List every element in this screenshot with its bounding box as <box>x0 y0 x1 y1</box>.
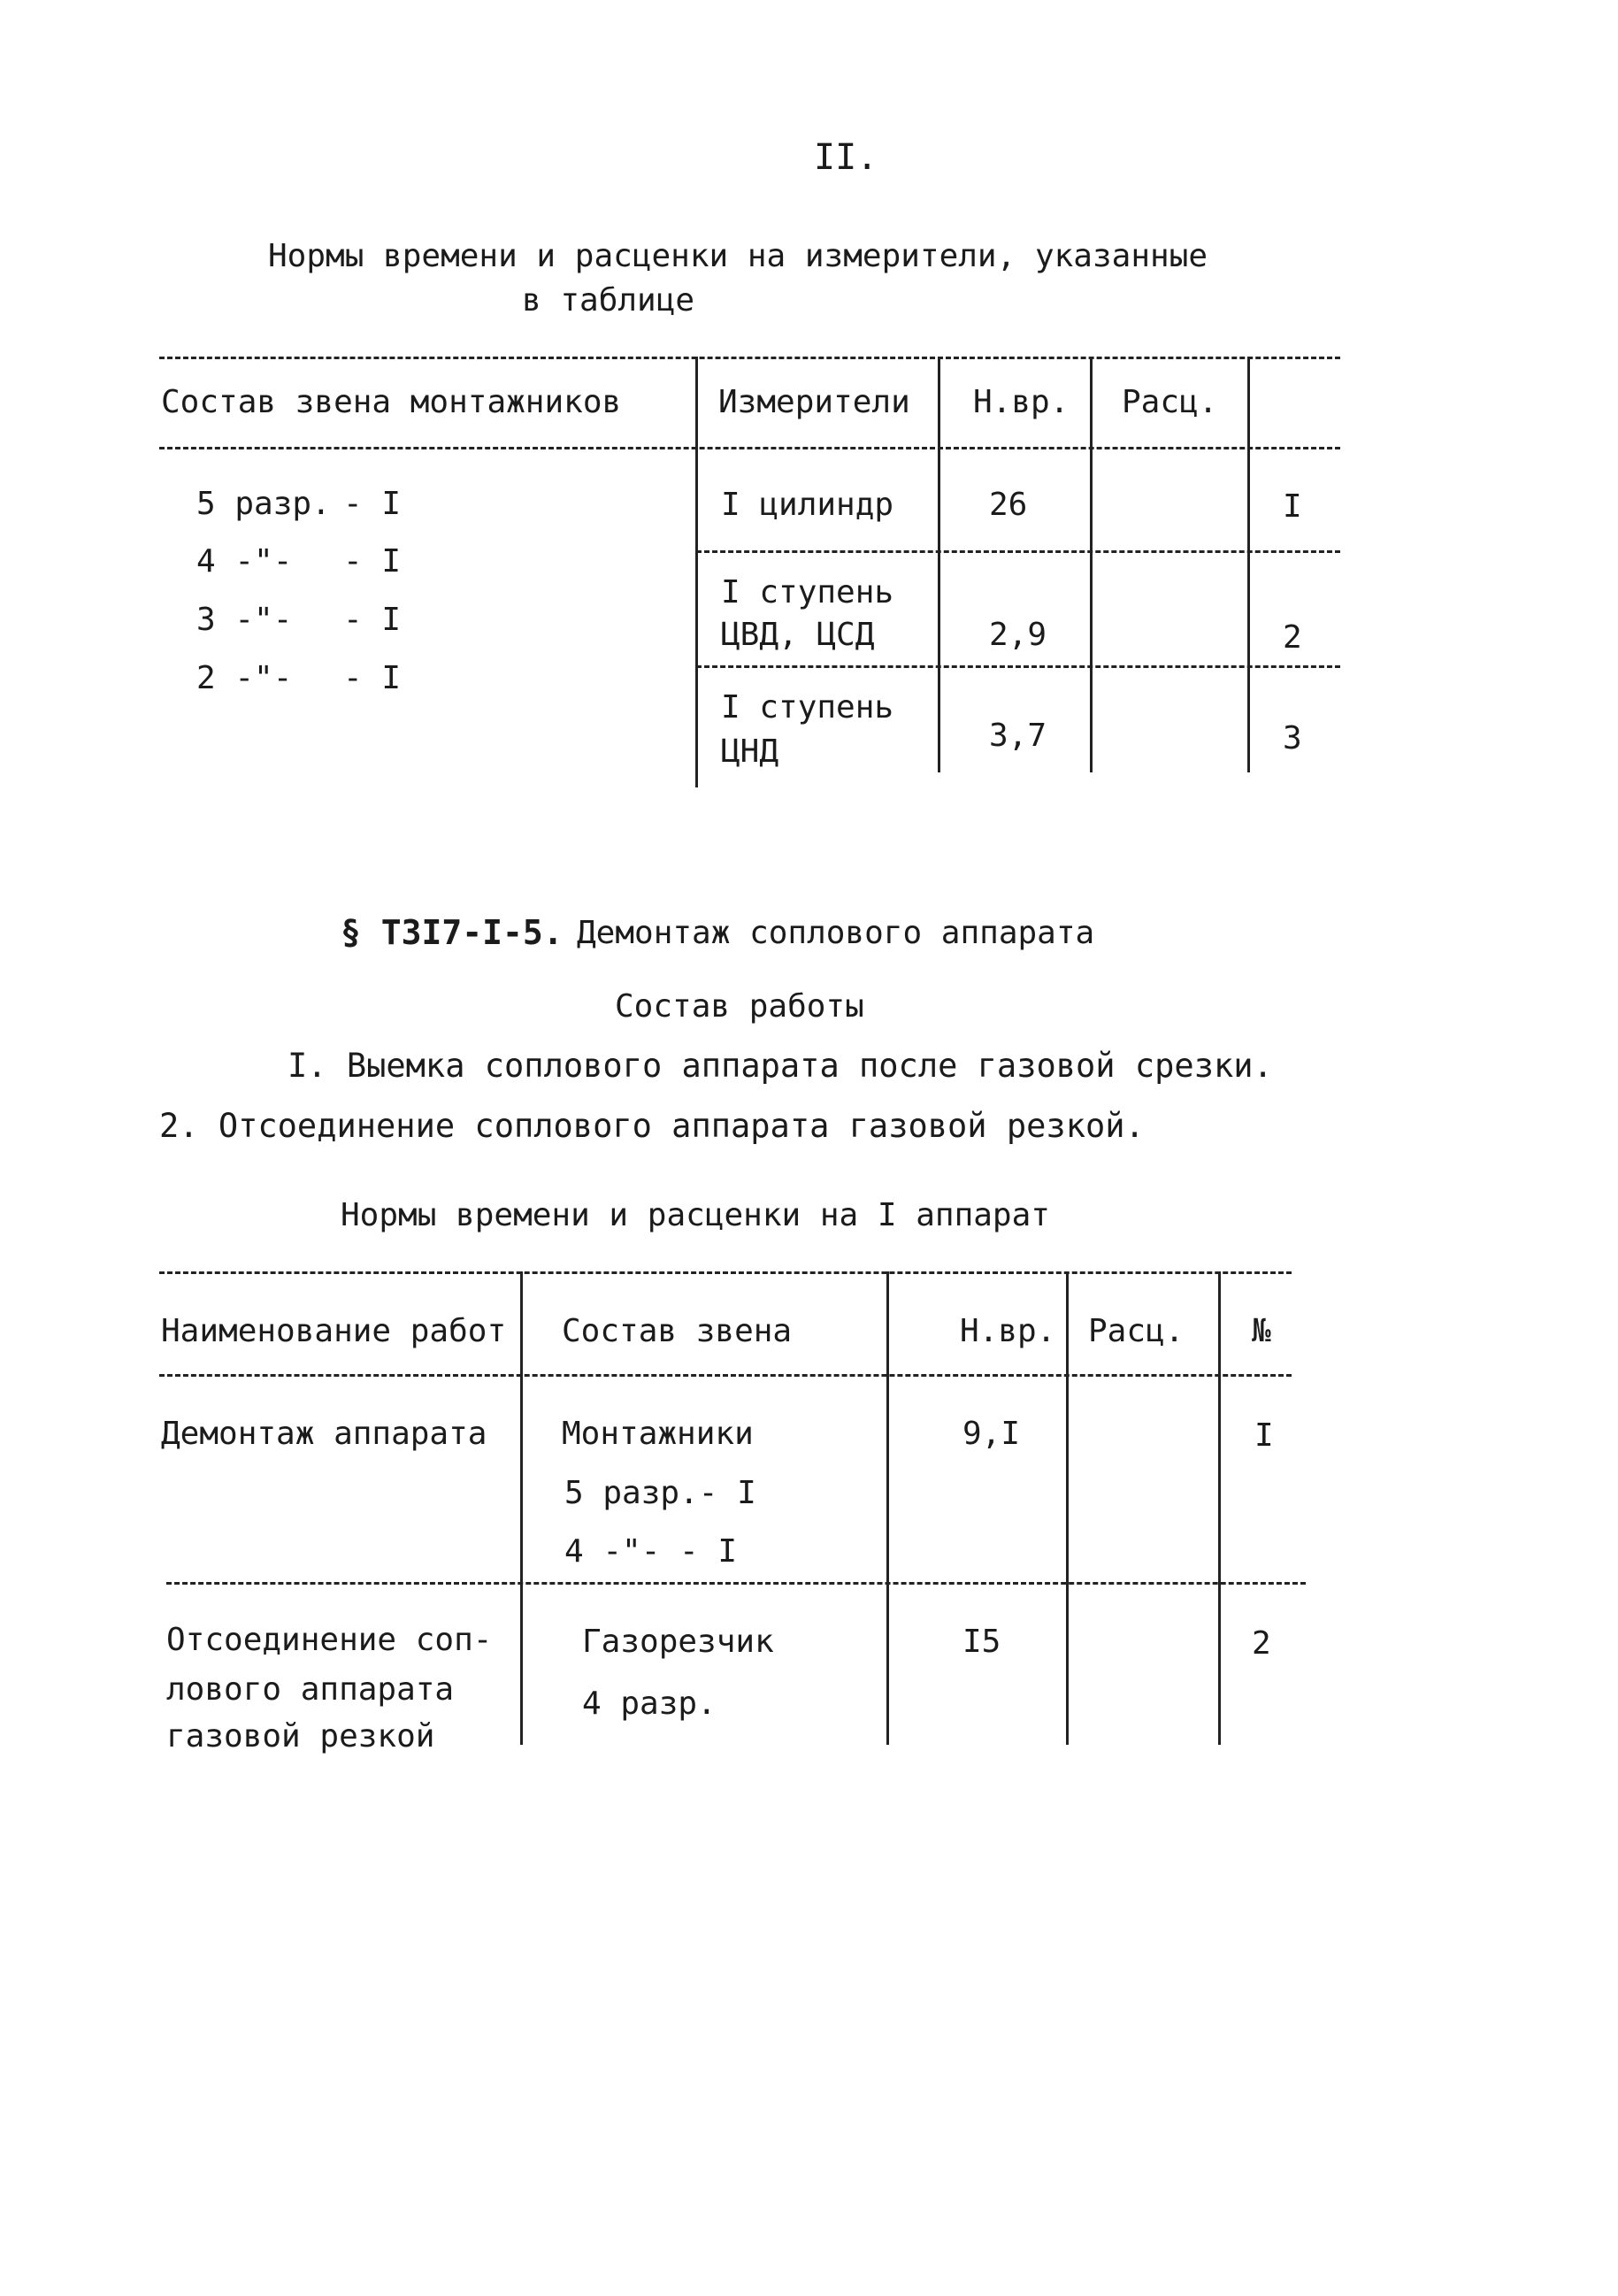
table1-header-time: Н.вр. <box>973 384 1070 420</box>
table2-row-time: 9,I <box>962 1416 1021 1452</box>
crew-grade: 3 -"- <box>196 602 293 638</box>
crew-grade: 4 -"- <box>196 543 293 580</box>
table1-row-unit-line2: ЦНД <box>721 733 779 770</box>
crew-count: - I <box>343 543 402 580</box>
table1-col-divider <box>1090 357 1093 772</box>
table2-row-time: I5 <box>962 1624 1001 1660</box>
page-number: II. <box>814 137 878 178</box>
table2-col-divider <box>1066 1271 1069 1745</box>
table1-row-num: I <box>1283 488 1302 525</box>
table1-row-unit-line2: ЦВД, ЦСД <box>721 617 875 653</box>
table2-row-num: 2 <box>1252 1625 1271 1662</box>
section-code: § ТЗI7-I-5. <box>341 913 564 952</box>
crew-grade: 2 -"- <box>196 660 293 696</box>
table2-heading: Нормы времени и расценки на I аппарат <box>341 1197 1050 1233</box>
table1-header-unit: Измерители <box>718 384 910 420</box>
table1-row-unit: I ступень <box>721 689 894 726</box>
table1-heading-line2: в таблице <box>522 282 695 319</box>
table2-header-crew: Состав звена <box>562 1313 793 1349</box>
table1-heading-line1: Нормы времени и расценки на измерители, указанные <box>268 238 1208 274</box>
table1-row-unit: I цилиндр <box>721 487 894 523</box>
table1-row-time: 26 <box>989 487 1028 523</box>
crew-count: - I <box>343 602 402 638</box>
table2-row-work: Демонтаж аппарата <box>161 1416 487 1452</box>
table2-row-crew: 5 разр.- I <box>564 1475 756 1511</box>
table1-row-unit: I ступень <box>721 574 894 610</box>
table2-top-rule <box>159 1271 1292 1274</box>
table2-row-crew: Газорезчик <box>582 1624 774 1660</box>
table2-row-work: газовой резкой <box>166 1718 435 1755</box>
table2-row-crew: 4 разр. <box>582 1686 717 1722</box>
table1-row-time: 3,7 <box>989 718 1047 754</box>
table2-col-divider <box>1218 1271 1221 1745</box>
table2-row-work: Отсоединение соп- <box>166 1622 493 1658</box>
table1-header-crew: Состав звена монтажников <box>161 384 622 420</box>
crew-count: - I <box>343 486 402 522</box>
table1-row-num: 3 <box>1283 720 1302 756</box>
table2-header-rate: Расц. <box>1088 1313 1185 1349</box>
crew-count: - I <box>343 660 402 696</box>
table1-row-num: 2 <box>1283 619 1302 656</box>
table1-col-divider <box>695 357 698 787</box>
table2-row-crew: Монтажники <box>562 1416 754 1452</box>
section-title: Демонтаж соплового аппарата <box>577 915 1095 951</box>
table1-row1-rule <box>696 550 1340 553</box>
table1-header-rate: Расц. <box>1122 384 1218 420</box>
table1-row-time: 2,9 <box>989 617 1047 653</box>
work-item: I. Выемка соплового аппарата после газовой срезки. <box>288 1047 1273 1085</box>
table2-header-time: Н.вр. <box>960 1313 1056 1349</box>
table2-row-work: лового аппарата <box>166 1671 455 1708</box>
table2-row-rule <box>166 1582 1306 1585</box>
table2-col-divider <box>886 1271 889 1745</box>
table2-header-num: № <box>1252 1313 1271 1349</box>
table1-top-rule <box>159 357 1340 359</box>
crew-grade: 5 разр. <box>196 486 331 522</box>
table1-col-divider <box>938 357 940 772</box>
table1-row2-rule <box>696 665 1340 668</box>
work-item: 2. Отсоединение соплового аппарата газовой резкой. <box>159 1107 1145 1145</box>
table2-header-rule <box>159 1374 1292 1377</box>
table1-header-rule <box>159 447 1340 449</box>
table2-row-num: I <box>1254 1417 1274 1454</box>
table2-header-work: Наименование работ <box>161 1313 507 1349</box>
table1-col-divider <box>1247 357 1250 772</box>
table2-row-crew: 4 -"- - I <box>564 1533 738 1570</box>
table2-col-divider <box>520 1271 523 1745</box>
work-composition-heading: Состав работы <box>615 988 864 1025</box>
